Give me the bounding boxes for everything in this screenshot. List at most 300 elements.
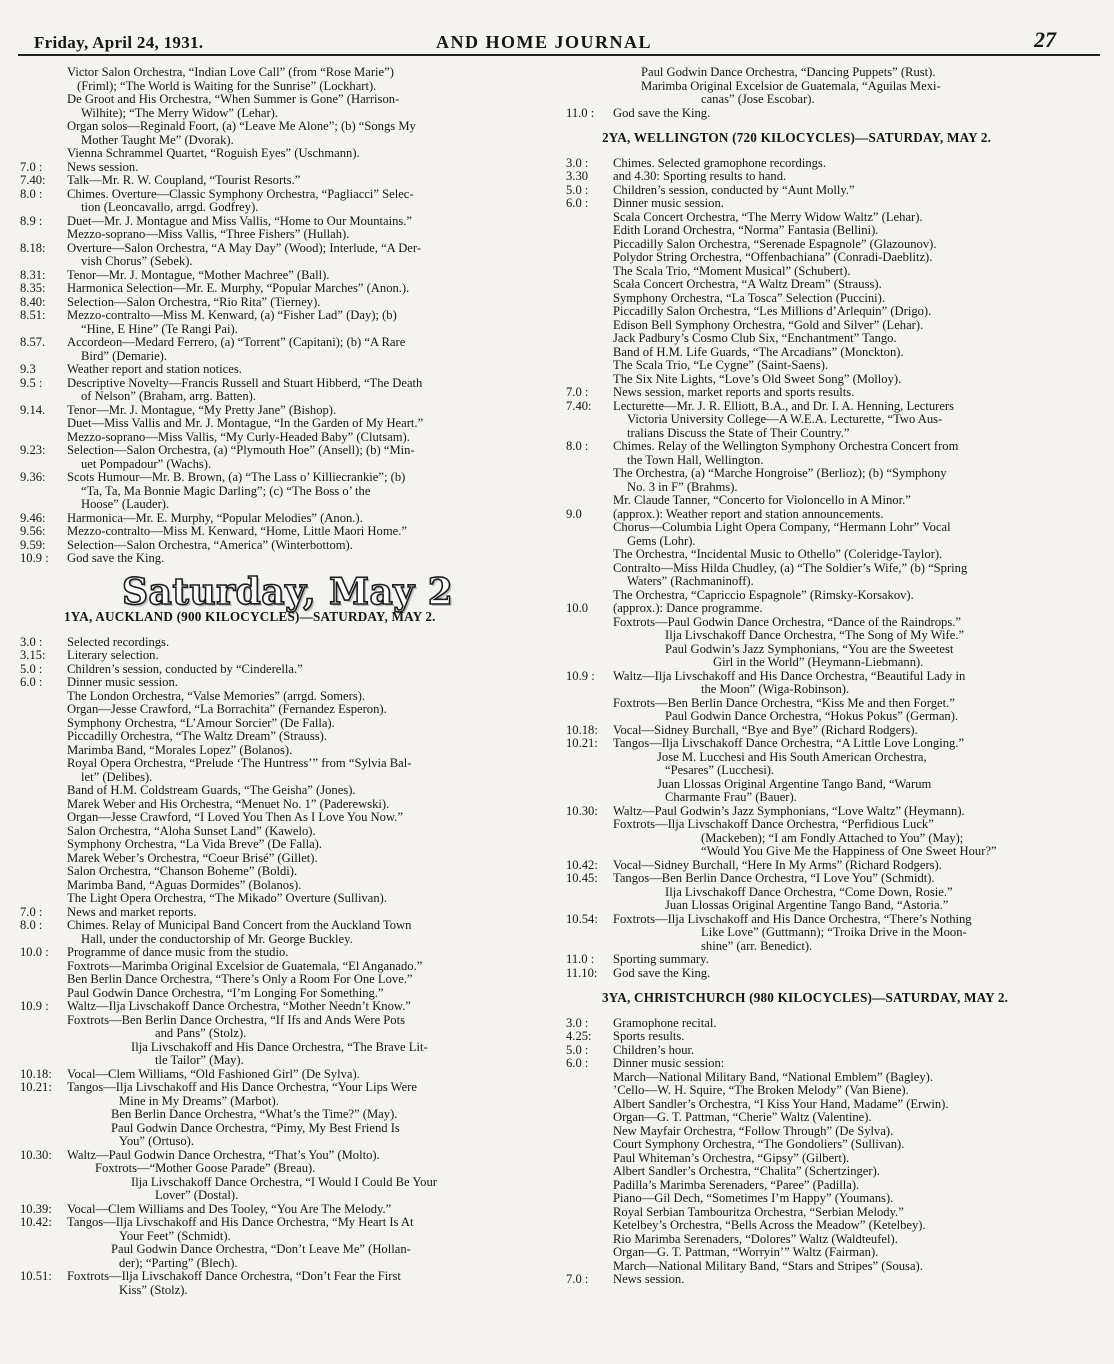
- entry-line: (approx.): Dance programme.: [613, 601, 763, 615]
- entry-line: Paul Godwin Dance Orchestra, “Pimy, My Best Friend Is: [111, 1120, 400, 1135]
- previous-day-listing: [20, 66, 536, 566]
- schedule-entry: [20, 676, 536, 906]
- schedule-entry: [566, 184, 1087, 198]
- entry-line: Overture—Salon Orchestra, “A May Day” (Wood); Interlude, “A Der-: [67, 240, 422, 255]
- entry-line: Paul Godwin Dance Orchestra, “Hokus Pokus” (German).: [665, 709, 959, 723]
- entry-line: Organ—G. T. Pattman, “Worryin’” Waltz (Fairman).: [613, 1245, 879, 1259]
- entry-line: The Scala Trio, “Moment Musical” (Schubert).: [613, 263, 851, 278]
- entry-time: 10.18:: [20, 1066, 52, 1081]
- schedule-entry: [20, 93, 536, 120]
- entry-time: 9.36:: [20, 470, 46, 484]
- schedule-entry: [20, 174, 536, 188]
- schedule-entry: [566, 157, 1087, 171]
- schedule-entry: [566, 872, 1087, 913]
- entry-line: Polydor String Orchestra, “Offenbachiana” (Conradi-Daeblitz).: [613, 250, 933, 264]
- entry-line: Marek Weber’s Orchestra, “Coeur Brisé” (Gillet).: [67, 850, 318, 865]
- entry-line: Scala Concert Orchestra, “The Merry Widow Waltz” (Lehar).: [613, 209, 923, 224]
- entry-line: Juan Llossas Original Argentine Tango Band, “Astoria.”: [665, 898, 949, 912]
- entry-line: Wilhite); “The Merry Widow” (Lehar).: [81, 105, 279, 120]
- entry-line: Piccadilly Orchestra, “The Waltz Dream” (Strauss).: [67, 729, 327, 743]
- entry-line: “Hine, E Hine” (Te Rangi Pai).: [81, 321, 238, 336]
- entry-line: Paul Godwin Dance Orchestra, “Dancing Puppets” (Rust).: [641, 65, 936, 79]
- schedule-entry: [566, 967, 1087, 981]
- entry-line: Jose M. Lucchesi and His South American Orchestra,: [657, 749, 927, 764]
- entry-time: 10.42:: [566, 857, 598, 872]
- entry-time: 9.46:: [20, 510, 46, 525]
- entry-line: Piccadilly Salon Orchestra, “Serenade Espagnole” (Glazounov).: [613, 236, 937, 251]
- entry-line: Chimes. Selected gramophone recordings.: [613, 155, 826, 170]
- entry-line: Organ—Jesse Crawford, “I Loved You Then As I Love You Now.”: [67, 810, 403, 824]
- schedule-entry: [566, 170, 1087, 184]
- entry-line: let” (Delibes).: [81, 769, 153, 784]
- entry-line: Sports results.: [613, 1029, 685, 1043]
- entry-line: Selected recordings.: [67, 634, 170, 649]
- entry-line: Ilja Livschakoff Dance Orchestra, “I Would I Could Be Your: [131, 1174, 437, 1189]
- entry-line: Paul Godwin Dance Orchestra, “Don’t Leave Me” (Hollan-: [111, 1242, 411, 1256]
- entry-line: Symphony Orchestra, “La Vida Breve” (De Falla).: [67, 837, 322, 851]
- entry-line: The Six Nite Lights, “Love’s Old Sweet Song” (Molloy).: [613, 371, 902, 386]
- entry-line: Marimba Band, “Aguas Dormides” (Bolanos).: [67, 877, 302, 892]
- entry-line: Vocal—Clem Williams and Des Tooley, “You Are The Melody.”: [67, 1201, 392, 1216]
- entry-time: 8.0 :: [20, 186, 43, 201]
- entry-time: 10.9 :: [20, 551, 49, 565]
- schedule-entry: [20, 242, 536, 269]
- left-column: [20, 66, 536, 1297]
- schedule-entry: [20, 1068, 536, 1082]
- entry-line: Foxtrots—Ilja Livschakoff Dance Orchestra, “Don’t Fear the First: [67, 1269, 401, 1283]
- entry-time: 5.0 :: [20, 661, 43, 676]
- entry-line: tion (Leoncavallo, arrgd. Godfrey).: [81, 200, 259, 214]
- entry-line: No. 3 in F” (Brahms).: [627, 479, 738, 494]
- schedule-entry: [20, 215, 536, 242]
- entry-line: Mine in My Dreams” (Marbot).: [119, 1093, 279, 1108]
- entry-line: Foxtrots—Paul Godwin Dance Orchestra, “Dance of the Raindrops.”: [613, 614, 961, 629]
- schedule-entry: [20, 906, 536, 920]
- entry-line: Foxtrots—Ilja Livschakoff Dance Orchestra, “Perfidious Luck”: [613, 817, 934, 831]
- schedule-entry: [20, 444, 536, 471]
- entry-time: 8.9 :: [20, 213, 43, 228]
- entry-time: 10.18:: [566, 722, 598, 737]
- entry-line: Selection—Salon Orchestra, (a) “Plymouth Hoe” (Ansell); (b) “Min-: [67, 443, 415, 457]
- entry-line: The Orchestra, (a) “Marche Hongroise” (Berlioz); (b) “Symphony: [613, 466, 947, 480]
- entry-line: God save the King.: [613, 965, 711, 980]
- entry-time: 8.51:: [20, 308, 46, 322]
- entry-time: 10.45:: [566, 871, 598, 885]
- entry-line: Paul Whiteman’s Orchestra, “Gipsy” (Gilbert).: [613, 1150, 850, 1165]
- schedule-entry: [20, 161, 536, 175]
- entry-line: Ben Berlin Dance Orchestra, “There’s Only a Room For One Love.”: [67, 972, 413, 986]
- continued-listing: [566, 66, 1087, 120]
- entry-time: 10.9 :: [20, 999, 49, 1013]
- entry-line: Edison Bell Symphony Orchestra, “Gold and Silver” (Lehar).: [613, 317, 924, 332]
- entry-line: Accordeon—Medard Ferrero, (a) “Torrent” (Capitani); (b) “A Rare: [67, 335, 406, 349]
- entry-line: March—National Military Band, “National Emblem” (Bagley).: [613, 1069, 933, 1084]
- entry-line: Piano—Gil Dech, “Sometimes I’m Happy” (Youmans).: [613, 1191, 894, 1205]
- entry-time: 9.14.: [20, 402, 46, 417]
- entry-line: vish Chorus” (Sebek).: [81, 254, 193, 268]
- schedule-entry: [20, 512, 536, 526]
- entry-line: Selection—Salon Orchestra, “America” (Winterbottom).: [67, 537, 353, 552]
- entry-line: Children’s session, conducted by “Aunt Molly.”: [613, 182, 855, 197]
- entry-line: Charmante Frau” (Bauer).: [665, 790, 797, 804]
- program-3ya: [566, 1017, 1087, 1287]
- entry-line: Contralto—Miss Hilda Chudley, (a) “The Soldier’s Wife,” (b) “Spring: [613, 560, 968, 575]
- entry-line: Royal Opera Orchestra, “Prelude ‘The Huntress’” from “Sylvia Bal-: [67, 756, 412, 770]
- entry-time: 7.0 :: [20, 159, 43, 174]
- entry-line: Albert Sandler’s Orchestra, “Chalita” (Schertzinger).: [613, 1164, 880, 1178]
- entry-line: March—National Military Band, “Stars and Stripes” (Sousa).: [613, 1258, 923, 1273]
- schedule-entry: [566, 859, 1087, 873]
- page-header: [0, 0, 1114, 60]
- entry-line: Bird” (Demarie).: [81, 348, 168, 363]
- schedule-entry: [20, 188, 536, 215]
- entry-line: Organ—G. T. Pattman, “Cherie” Waltz (Valentine).: [613, 1110, 872, 1124]
- schedule-entry: [20, 1270, 536, 1297]
- entry-line: Waltz—Paul Godwin Dance Orchestra, “That’s You” (Molto).: [67, 1147, 380, 1162]
- entry-time: 7.40:: [566, 398, 592, 413]
- entry-time: 10.30:: [566, 803, 598, 818]
- entry-line: Royal Serbian Tambouritza Orchestra, “Serbian Melody.”: [613, 1204, 904, 1219]
- entry-line: Scots Humour—Mr. B. Brown, (a) “The Lass o’ Killiecrankie”; (b): [67, 470, 406, 484]
- entry-time: 9.0: [566, 506, 582, 521]
- entry-line: Mezzo-contralto—Miss M. Kenward, “Home, Little Maori Home.”: [67, 524, 407, 538]
- schedule-entry: [20, 1000, 536, 1068]
- entry-line: The Scala Trio, “Le Cygne” (Saint-Saens).: [613, 358, 829, 372]
- entry-line: Harmonica Selection—Mr. E. Murphy, “Popular Marches” (Anon.).: [67, 281, 410, 295]
- entry-time: 10.54:: [566, 911, 598, 926]
- schedule-entry: [566, 602, 1087, 670]
- entry-time: 3.15:: [20, 648, 46, 662]
- entry-line: Ben Berlin Dance Orchestra, “What’s the Time?” (May).: [111, 1107, 398, 1121]
- entry-line: Vocal—Sidney Burchall, “Here In My Arms” (Richard Rodgers).: [613, 857, 942, 872]
- schedule-entry: [566, 107, 1087, 121]
- entry-line: Vienna Schrammel Quartet, “Roguish Eyes” (Uschmann).: [67, 146, 360, 160]
- entry-line: Harmonica—Mr. E. Murphy, “Popular Melodies” (Anon.).: [67, 510, 363, 525]
- entry-line: Vocal—Clem Williams, “Old Fashioned Girl” (De Sylva).: [67, 1066, 360, 1081]
- entry-line: (Friml); “The World is Waiting for the Sunrise” (Lockhart).: [77, 78, 377, 93]
- entry-line: Waltz—Ilja Livschakoff Dance Orchestra, “Mother Needn’t Know.”: [67, 999, 411, 1013]
- entry-line: God save the King.: [613, 105, 711, 120]
- entry-line: Scala Concert Orchestra, “A Waltz Dream” (Strauss).: [613, 277, 882, 291]
- entry-line: Edith Lorand Orchestra, “Norma” Fantasia (Bellini).: [613, 223, 879, 237]
- entry-line: Padilla’s Marimba Serenaders, “Paree” (Padilla).: [613, 1177, 860, 1192]
- entry-line: the Moon” (Wiga-Robinson).: [701, 682, 850, 696]
- entry-time: 7.0 :: [20, 904, 43, 919]
- entry-time: 3.0 :: [566, 1015, 589, 1030]
- entry-line: Waters” (Rachmaninoff).: [627, 574, 754, 588]
- schedule-entry: [20, 282, 536, 296]
- entry-line: Your Feet” (Schmidt).: [119, 1228, 231, 1243]
- entry-line: Tangos—Ben Berlin Dance Orchestra, “I Love You” (Schmidt).: [613, 871, 935, 885]
- entry-line: der); “Parting” (Blech).: [119, 1255, 238, 1270]
- schedule-entry: [20, 919, 536, 946]
- entry-line: Juan Llossas Original Argentine Tango Band, “Warum: [657, 776, 932, 791]
- entry-time: 3.0 :: [20, 634, 43, 649]
- entry-line: Kiss” (Stolz).: [119, 1282, 188, 1297]
- entry-line: Hoose” (Lauder).: [81, 497, 170, 511]
- entry-time: 8.0 :: [566, 439, 589, 453]
- entry-line: Salon Orchestra, “Chanson Boheme” (Boldi).: [67, 864, 298, 878]
- schedule-entry: [566, 1017, 1087, 1031]
- schedule-entry: [566, 386, 1087, 400]
- entry-line: Victor Salon Orchestra, “Indian Love Call” (from “Rose Marie”): [67, 65, 394, 79]
- schedule-entry: [566, 66, 1087, 107]
- entry-line: Mezzo-soprano—Miss Vallis, “Three Fishers” (Hullah).: [67, 227, 350, 241]
- entry-time: 8.40:: [20, 294, 46, 309]
- schedule-entry: [20, 120, 536, 147]
- entry-line: Tenor—Mr. J. Montague, “Mother Machree” (Ball).: [67, 267, 330, 282]
- entry-line: “Would You Give Me the Happiness of One Sweet Hour?”: [701, 844, 997, 858]
- entry-time: 10.21:: [20, 1080, 52, 1094]
- header-rule: [18, 54, 1100, 56]
- entry-time: 9.56:: [20, 524, 46, 538]
- entry-line: The Light Opera Orchestra, “The Mikado” Overture (Sullivan).: [67, 891, 387, 905]
- schedule-entry: [20, 636, 536, 650]
- entry-line: God save the King.: [67, 551, 165, 565]
- station-heading-1ya: 1YA, AUCKLAND (900 KILOCYCLES)—SATURDAY, MAY 2.: [64, 609, 436, 624]
- entry-time: 3.30: [566, 169, 589, 183]
- entry-time: 6.0 :: [566, 1056, 589, 1070]
- entry-line: Waltz—Ilja Livschakoff and His Dance Orchestra, “Beautiful Lady in: [613, 668, 966, 683]
- schedule-entry: [566, 1273, 1087, 1287]
- schedule-entry: [566, 670, 1087, 724]
- entry-line: Dinner music session.: [613, 196, 724, 210]
- entry-line: Tenor—Mr. J. Montague, “My Pretty Jane” (Bishop).: [67, 402, 337, 417]
- entry-line: Band of H.M. Coldstream Guards, “The Geisha” (Jones).: [67, 783, 356, 797]
- entry-time: 10.51:: [20, 1269, 52, 1283]
- schedule-entry: [20, 525, 536, 539]
- entry-time: 4.25:: [566, 1029, 592, 1043]
- entry-line: Organ solos—Reginald Foort, (a) “Leave Me Alone”; (b) “Songs My: [67, 119, 416, 133]
- day-heading: Saturday, May 2: [122, 570, 454, 613]
- entry-time: 10.0: [566, 601, 589, 615]
- entry-time: 11.0 :: [566, 105, 595, 120]
- schedule-entry: [566, 724, 1087, 738]
- entry-line: of Nelson” (Braham, arrg. Batten).: [81, 389, 256, 403]
- entry-line: Gems (Lohr).: [627, 533, 696, 548]
- entry-time: 8.35:: [20, 281, 46, 295]
- entry-line: Chimes. Overture—Classic Symphony Orchestra, “Pagliacci” Selec-: [67, 186, 414, 201]
- entry-line: canas” (Jose Escobar).: [701, 92, 815, 106]
- schedule-entry: [20, 336, 536, 363]
- entry-line: Paul Godwin Dance Orchestra, “I’m Longing For Something.”: [67, 985, 384, 1000]
- entry-line: Albert Sandler’s Orchestra, “I Kiss Your Hand, Madame” (Erwin).: [613, 1096, 949, 1111]
- entry-line: New Mayfair Orchestra, “Follow Through” (De Sylva).: [613, 1123, 894, 1138]
- entry-time: 10.21:: [566, 736, 598, 750]
- schedule-entry: [20, 404, 536, 445]
- entry-line: and 4.30: Sporting results to hand.: [613, 169, 787, 183]
- schedule-entry: [20, 363, 536, 377]
- entry-line: The Orchestra, “Incidental Music to Othello” (Coleridge-Taylor).: [613, 547, 943, 561]
- entry-line: News session.: [613, 1272, 685, 1286]
- entry-line: You” (Ortuso).: [119, 1134, 194, 1148]
- entry-line: Programme of dance music from the studio.: [67, 945, 289, 959]
- entry-line: Duet—Miss Vallis and Mr. J. Montague, “In the Garden of My Heart.”: [67, 416, 424, 430]
- schedule-entry: [20, 539, 536, 553]
- program-2ya: [566, 157, 1087, 981]
- entry-line: Ilja Livschakoff Dance Orchestra, “Come Down, Rosie.”: [665, 884, 953, 899]
- entry-line: Literary selection.: [67, 648, 159, 662]
- entry-time: 10.30:: [20, 1147, 52, 1162]
- entry-line: Victoria University College—A W.E.A. Lecturette, “Two Aus-: [627, 412, 943, 426]
- entry-time: 9.3: [20, 362, 36, 376]
- schedule-entry: [566, 197, 1087, 386]
- entry-line: Sporting summary.: [613, 952, 709, 966]
- schedule-entry: [20, 269, 536, 283]
- entry-line: Rio Marimba Serenaders, “Dolores” Waltz (Waldteufel).: [613, 1231, 898, 1246]
- schedule-entry: [566, 805, 1087, 859]
- entry-time: 8.18:: [20, 240, 46, 255]
- entry-line: Tangos—Ilja Livschakoff and His Dance Orchestra, “Your Lips Were: [67, 1080, 417, 1094]
- entry-time: 7.0 :: [566, 385, 589, 399]
- entry-time: 8.0 :: [20, 918, 43, 932]
- entry-time: 9.5 :: [20, 375, 43, 390]
- entry-line: Salon Orchestra, “Aloha Sunset Land” (Kawelo).: [67, 823, 316, 838]
- entry-line: Symphony Orchestra, “L’Amour Sorcier” (De Falla).: [67, 715, 335, 730]
- schedule-entry: [20, 552, 536, 566]
- entry-line: Jack Padbury’s Cosmo Club Six, “Enchantment” Tango.: [613, 331, 897, 345]
- station-heading-2ya: 2YA, WELLINGTON (720 KILOCYCLES)—SATURDAY, MAY 2.: [602, 130, 992, 145]
- entry-time: 11.10:: [566, 965, 598, 980]
- entry-line: uet Pompadour” (Wachs).: [81, 456, 212, 471]
- entry-line: Children’s session, conducted by “Cinderella.”: [67, 661, 303, 676]
- entry-line: Tangos—Ilja Livschakoff Dance Orchestra, “A Little Love Longing.”: [613, 736, 965, 750]
- entry-line: Waltz—Paul Godwin’s Jazz Symphonians, “Love Waltz” (Heymann).: [613, 803, 965, 818]
- schedule-entry: [20, 377, 536, 404]
- schedule-entry: [566, 953, 1087, 967]
- entry-line: Vocal—Sidney Burchall, “Bye and Bye” (Richard Rodgers).: [613, 722, 918, 737]
- schedule-entry: [20, 663, 536, 677]
- schedule-entry: [20, 471, 536, 512]
- entry-line: Mother Taught Me” (Dvorak).: [81, 132, 234, 147]
- entry-line: Foxtrots—Ilja Livschakoff and His Dance Orchestra, “There’s Nothing: [613, 911, 972, 926]
- entry-time: 9.23:: [20, 443, 46, 457]
- entry-line: The London Orchestra, “Valse Memories” (arrgd. Somers).: [67, 688, 366, 703]
- entry-time: 11.0 :: [566, 952, 595, 966]
- entry-line: Court Symphony Orchestra, “The Gondoliers” (Sullivan).: [613, 1137, 905, 1151]
- entry-line: Talk—Mr. R. W. Coupland, “Tourist Resorts.”: [67, 173, 301, 187]
- schedule-entry: [20, 1216, 536, 1270]
- entry-time: 9.59:: [20, 537, 46, 552]
- issue-date: Friday, April 24, 1931.: [34, 33, 204, 52]
- entry-line: “Ta, Ta, Ma Bonnie Magic Darling”; (c) “The Boss o’ the: [81, 483, 371, 498]
- entry-line: Descriptive Novelty—Francis Russell and Stuart Hibberd, “The Death: [67, 375, 423, 390]
- schedule-entry: [566, 737, 1087, 805]
- entry-line: Lecturette—Mr. J. R. Elliott, B.A., and Dr. I. A. Henning, Lecturers: [613, 398, 955, 413]
- schedule-entry: [20, 1203, 536, 1217]
- entry-line: and Pans” (Stolz).: [155, 1026, 247, 1040]
- schedule-entry: [566, 1044, 1087, 1058]
- entry-time: 8.57.: [20, 335, 46, 349]
- entry-line: Dinner music session.: [67, 675, 178, 689]
- entry-line: Paul Godwin’s Jazz Symphonians, “You are the Sweetest: [665, 641, 954, 656]
- schedule-entry: [566, 913, 1087, 954]
- schedule-entry: [566, 1030, 1087, 1044]
- entry-line: Duet—Mr. J. Montague and Miss Vallis, “Home to Our Mountains.”: [67, 213, 413, 228]
- entry-line: Ilja Livschakoff and His Dance Orchestra, “The Brave Lit-: [131, 1039, 428, 1054]
- entry-line: tralians Discuss the State of Their Country.”: [627, 425, 850, 440]
- schedule-entry: [20, 1149, 536, 1203]
- entry-time: 10.42:: [20, 1215, 52, 1229]
- entry-line: Selection—Salon Orchestra, “Rio Rita” (Tierney).: [67, 294, 321, 309]
- entry-line: Band of H.M. Life Guards, “The Arcadians” (Monckton).: [613, 344, 904, 359]
- entry-line: shine” (arr. Benedict).: [701, 938, 813, 953]
- entry-line: Girl in the World” (Heymann-Liebmann).: [713, 655, 924, 669]
- entry-line: Marimba Band, “Morales Lopez” (Bolanos).: [67, 742, 293, 757]
- entry-line: Marek Weber and His Orchestra, “Menuet No. 1” (Paderewski).: [67, 796, 390, 811]
- entry-line: (Mackeben); “I am Fondly Attached to You” (May);: [701, 830, 964, 845]
- schedule-entry: [566, 400, 1087, 441]
- schedule-entry: [20, 66, 536, 93]
- entry-time: 6.0 :: [566, 196, 589, 210]
- right-column: [566, 66, 1087, 1287]
- entry-time: 8.31:: [20, 267, 46, 282]
- entry-line: (approx.): Weather report and station announcements.: [613, 506, 884, 521]
- page-number: 27: [1034, 27, 1056, 52]
- schedule-entry: [20, 649, 536, 663]
- entry-line: Tangos—Ilja Livschakoff and His Dance Orchestra, “My Heart Is At: [67, 1215, 414, 1229]
- entry-line: News session.: [67, 159, 139, 174]
- entry-line: Ketelbey’s Orchestra, “Bells Across the Meadow” (Ketelbey).: [613, 1218, 926, 1232]
- entry-line: Organ—Jesse Crawford, “La Borrachita” (Fernandez Esperon).: [67, 702, 387, 716]
- entry-line: Symphony Orchestra, “La Tosca” Selection (Puccini).: [613, 290, 886, 305]
- schedule-entry: [20, 946, 536, 1000]
- entry-time: 10.39:: [20, 1201, 52, 1216]
- entry-line: News and market reports.: [67, 904, 197, 919]
- entry-line: Hall, under the conductorship of Mr. George Buckley.: [81, 931, 353, 946]
- station-heading-3ya: 3YA, CHRISTCHURCH (980 KILOCYCLES)—SATURDAY, MAY 2.: [602, 990, 1009, 1005]
- schedule-entry: [20, 296, 536, 310]
- entry-line: Lover” (Dostal).: [155, 1188, 239, 1202]
- entry-line: Mezzo-contralto—Miss M. Kenward, (a) “Fisher Lad” (Day); (b): [67, 308, 397, 322]
- entry-line: Foxtrots—Ben Berlin Dance Orchestra, “If Ifs and Ands Were Pots: [67, 1012, 406, 1027]
- entry-line: Weather report and station notices.: [67, 362, 242, 376]
- entry-line: tle Tailor” (May).: [155, 1053, 244, 1067]
- entry-line: Dinner music session:: [613, 1056, 725, 1070]
- entry-time: 6.0 :: [20, 675, 43, 689]
- entry-line: “Pesares” (Lucchesi).: [665, 763, 775, 777]
- entry-line: Ilja Livschakoff Dance Orchestra, “The Song of My Wife.”: [665, 628, 965, 642]
- entry-time: 3.0 :: [566, 155, 589, 170]
- entry-line: Foxtrots—Ben Berlin Dance Orchestra, “Kiss Me and then Forget.”: [613, 695, 955, 710]
- schedule-entry: [20, 309, 536, 336]
- entry-line: Chimes. Relay of the Wellington Symphony Orchestra Concert from: [613, 439, 959, 453]
- entry-time: 10.0 :: [20, 945, 49, 959]
- entry-line: Marimba Original Excelsior de Guatemala, “Aguilas Mexi-: [641, 78, 941, 93]
- schedule-entry: [20, 147, 536, 161]
- schedule-entry: [566, 1057, 1087, 1273]
- entry-time: 7.40:: [20, 173, 46, 187]
- entry-line: The Orchestra, “Capriccio Espagnole” (Rimsky-Korsakov).: [613, 587, 914, 602]
- entry-line: the Town Hall, Wellington.: [627, 452, 764, 467]
- entry-time: 5.0 :: [566, 182, 589, 197]
- entry-time: 5.0 :: [566, 1042, 589, 1057]
- entry-line: Piccadilly Salon Orchestra, “Les Millions d’Arlequin” (Drigo).: [613, 304, 932, 318]
- schedule-entry: [566, 508, 1087, 603]
- entry-line: ’Cello—W. H. Squire, “The Broken Melody” (Van Biene).: [613, 1083, 909, 1097]
- entry-line: News session, market reports and sports results.: [613, 385, 855, 399]
- entry-time: 7.0 :: [566, 1272, 589, 1286]
- entry-line: Foxtrots—Marimba Original Excelsior de Guatemala, “El Anganado.”: [67, 958, 423, 973]
- entry-line: Gramophone recital.: [613, 1015, 717, 1030]
- entry-line: Chorus—Columbia Light Opera Company, “Hermann Lohr” Vocal: [613, 520, 951, 534]
- entry-line: Mr. Claude Tanner, “Concerto for Violoncello in A Minor.”: [613, 493, 911, 507]
- schedule-entry: [20, 1081, 536, 1149]
- program-1ya: [20, 636, 536, 1298]
- entry-line: Like Love” (Guttmann); “Troika Drive in the Moon-: [701, 925, 967, 939]
- entry-line: De Groot and His Orchestra, “When Summer is Gone” (Harrison-: [67, 92, 400, 106]
- entry-line: Chimes. Relay of Municipal Band Concert from the Auckland Town: [67, 918, 412, 932]
